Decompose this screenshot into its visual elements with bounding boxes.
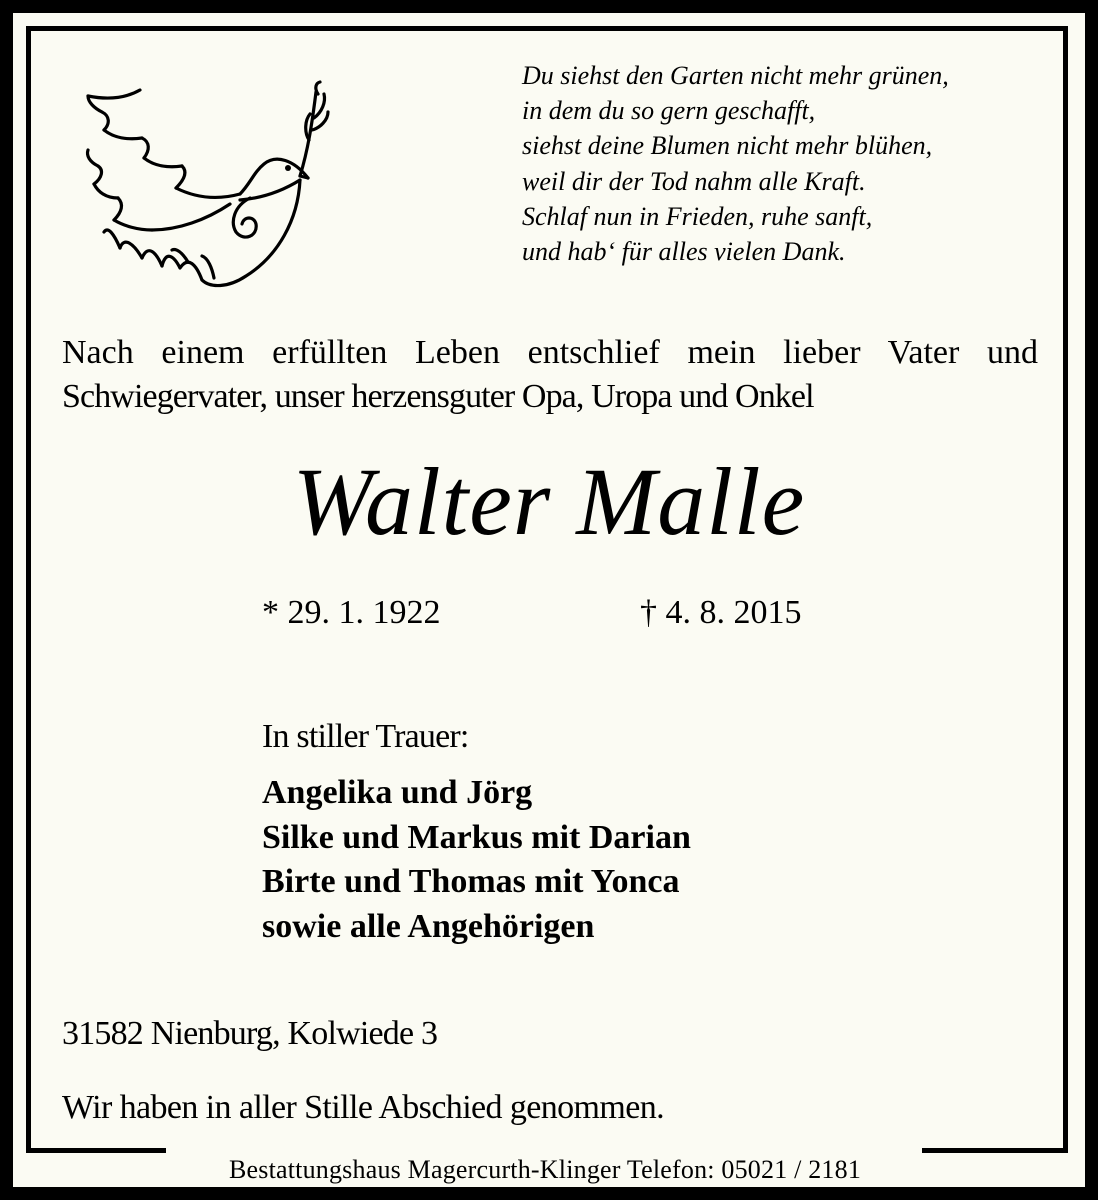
footer-rule-right <box>922 1148 1068 1153</box>
poem-line: und hab‘ für alles vielen Dank. <box>522 237 846 267</box>
birth-date: * 29. 1. 1922 <box>262 594 441 631</box>
deceased-name: Walter Malle <box>292 448 806 555</box>
farewell-note: Wir haben in aller Stille Abschied genommen. <box>62 1089 665 1126</box>
funeral-home-footer: Bestattungshaus Magercurth-Klinger Telefon: 05021 / 2181 <box>228 1155 862 1184</box>
poem-line: Du siehst den Garten nicht mehr grünen, <box>522 61 949 90</box>
footer-rule-left <box>26 1148 166 1153</box>
poem-line: siehst deine Blumen nicht mehr blühen, <box>522 131 933 161</box>
mourner-item: Birte und Thomas mit Yonca <box>262 863 680 900</box>
dove-with-olive-branch-icon <box>78 80 348 295</box>
intro-text <box>62 331 1038 419</box>
address: 31582 Nienburg, Kolwiede 3 <box>62 1015 438 1052</box>
mourner-item: Angelika und Jörg <box>262 774 533 811</box>
poem-line: Schlaf nun in Frieden, ruhe sanft, <box>522 201 873 231</box>
mourner-item: sowie alle Angehörigen <box>262 907 595 945</box>
mourners-list <box>262 771 691 949</box>
poem-line: weil dir der Tod nahm alle Kraft. <box>522 166 866 196</box>
intro-line: Schwiegervater, unser herzensguter Opa, Uropa und Onkel <box>62 378 814 415</box>
poem-line: in dem du so gern geschafft, <box>522 96 816 126</box>
poem <box>522 58 1062 269</box>
intro-line: Nach einem erfüllten Leben entschlief mein lieber Vater und <box>62 334 1038 371</box>
mourning-label: In stiller Trauer: <box>262 718 469 755</box>
death-date: † 4. 8. 2015 <box>640 594 802 631</box>
mourner-item: Silke und Markus mit Darian <box>262 818 691 856</box>
